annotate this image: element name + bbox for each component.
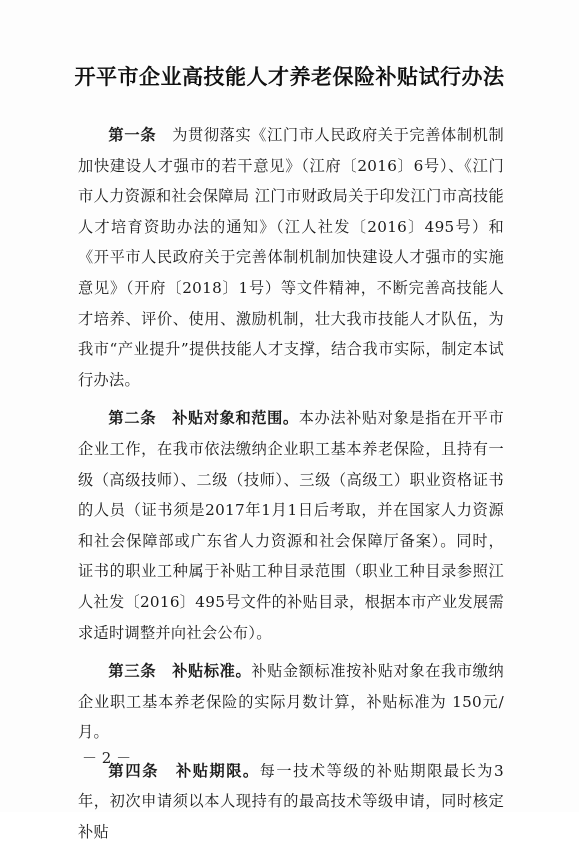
- article-4-label: 第四条: [108, 761, 160, 780]
- article-2-heading: 补贴对象和范围。: [172, 409, 299, 428]
- article-3-heading: 补贴标准。: [172, 662, 252, 681]
- article-2-label: 第二条: [108, 409, 157, 428]
- article-1: [78, 120, 504, 395]
- document-title: 开平市企业高技能人才养老保险补贴试行办法: [74, 65, 505, 89]
- article-4-text: 每一技术等级的补贴期限最长为3年，初次申请须以本人现持有的最高技术等级申请，同时核定补贴: [78, 761, 504, 842]
- article-3-text: 补贴金额标准按补贴对象在我市缴纳企业职工基本养老保险的实际月数计算，补贴标准为 150元/月。: [78, 662, 504, 742]
- article-1-text: 为贯彻落实《江门市人民政府关于完善体制机制加快建设人才强市的若干意见》（江府〔2016〕6号）、《江门市人力资源和社会保障局 江门市财政局关于印发江门市高技能人才培育资助办法的通知》（江人社发〔2016〕495号）和《开平市人民政府关于完善体制机制加快建设人才强市的实施意见》（开府〔2018〕1号）等文件精神，不断完善高技能人才培养、评价、使用、激励机制，壮大我市技能人才队伍，为我市“产业提升”提供技能人才支撑，结合我市实际，制定本试行办法。: [78, 126, 504, 389]
- article-3-label: 第三条: [108, 662, 157, 681]
- article-4-heading: 补贴期限。: [175, 761, 260, 780]
- article-2-text: 本办法补贴对象是指在开平市企业工作，在我市依法缴纳企业职工基本养老保险，且持有一级（高级技师）、二级（技师）、三级（高级工）职业资格证书的人员（证书须是2017年1月1日后考取，并在国家人力资源和社会保障部或广东省人力资源和社会保障厅备案）。同时，证书的职业工种属于补贴工种目录范围（职业工种目录参照江人社发〔2016〕495号文件的补贴目录，根据本市产业发展需求适时调整并向社会公布）。: [78, 409, 504, 642]
- article-1-label: 第一条: [108, 126, 157, 144]
- document-body: [78, 120, 504, 848]
- article-4: [78, 756, 504, 848]
- article-2: [78, 403, 504, 648]
- article-3: [78, 656, 504, 748]
- page-number: － 2 －: [82, 749, 132, 767]
